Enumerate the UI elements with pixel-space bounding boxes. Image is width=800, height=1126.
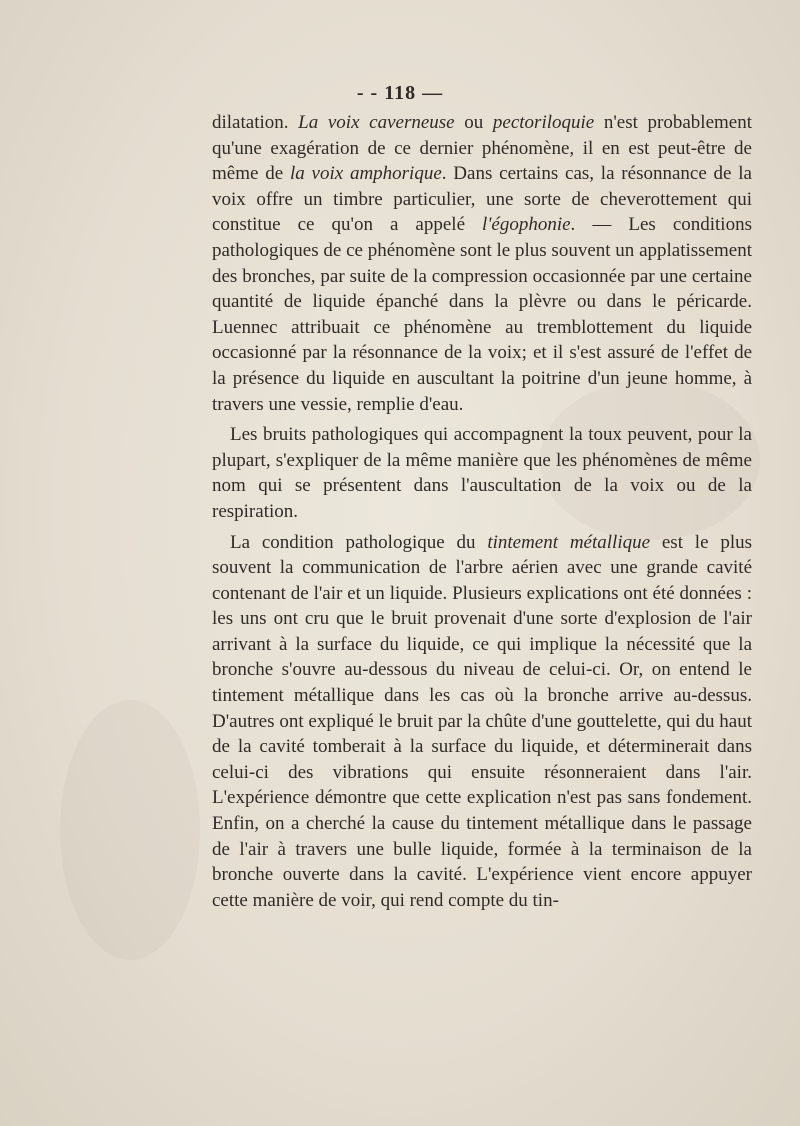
paper-stain	[60, 700, 200, 960]
text-run: ou	[454, 112, 493, 133]
italic-term: la voix amphorique	[289, 163, 442, 185]
page-number: - - 118 —	[356, 82, 444, 104]
italic-term: La voix caverneuse	[298, 112, 455, 133]
italic-term: pectoriloquie	[492, 112, 595, 133]
italic-term: l'égophonie	[482, 214, 571, 236]
text-run: est le plus souvent la communication de l'arbre aérien avec une grande cavité contenant de l'air et un liquide. Plusieurs explications ont été données : les uns ont cru que le bruit provenait d'une sorte d'explosion de l'air arrivant à la surface du liquide, ce qui implique la nécessité que la bronche s'ouvre au-dessous du niveau de celui-ci. Or, on entend le tintement métallique dans les cas où la bronche arrive au-dessus. D'autres ont expliqué le bruit par la chûte d'une gouttelette, qui du haut de la cavité tomberait à la surface du liquide, et déterminerait dans celui-ci des vibrations qui ensuite résonneraient dans l'air. L'expérience démontre que cette explication n'est pas sans fondement. Enfin, on a cherché la cause du tintement métallique dans le passage de l'air à travers une bulle liquide, formée à la terminaison de la bronche ouverte dans la cavité. L'expérience vient encore appuyer cette manière de voir, qui rend compte du tin-	[212, 531, 753, 911]
paragraph-2	[212, 422, 752, 524]
paragraph-3	[212, 530, 752, 914]
body-text	[212, 110, 752, 913]
text-run: La condition pathologique du	[230, 531, 488, 553]
text-run: n'est probablement qu'une exagération de ce dernier phénomène, il en est peut-être de même de	[212, 112, 752, 185]
italic-term: tintement métallique	[487, 531, 651, 553]
text-run: . — Les conditions pathologiques de ce phénomène sont le plus souvent un applatissement des bronches, par suite de la compression occasionnée par une certaine quantité de liquide épanché dans la plèvre ou dans le péricarde. Luennec attribuait ce phénomène au tremblottement du liquide occasionné par la résonnance de la voix; et il s'est assuré de l'effet de la présence du liquide en auscultant la poitrine d'un jeune homme, à travers une vessie, remplie d'eau.	[212, 214, 752, 415]
paragraph-1	[212, 110, 752, 417]
text-run: . Dans certains cas, la résonnance de la voix offre un timbre particulier, une sorte de cheverottement qui constitue ce qu'on a appelé	[212, 163, 752, 236]
text-run: dilatation.	[212, 112, 299, 133]
text-run: Les bruits pathologiques qui accompagnent la toux peuvent, pour la plupart, s'expliquer de la même manière que les phénomènes de même nom qui se présentent dans l'auscultation de la voix ou de la respiration.	[212, 424, 752, 522]
